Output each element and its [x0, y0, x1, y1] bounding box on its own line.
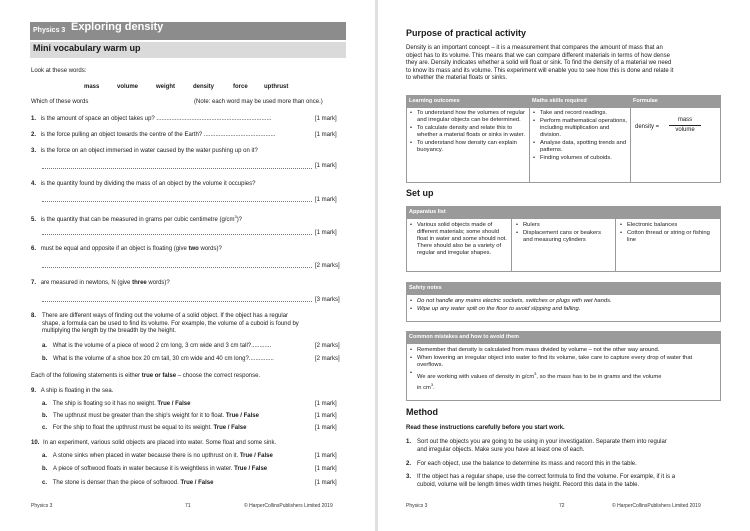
mark-label: [1 mark] [315, 197, 337, 203]
question-number: 3. [31, 148, 37, 154]
intro-text: Look at these words: [31, 68, 87, 74]
apparatus-header [406, 206, 721, 218]
note-text: (Note: each word may be used more than once.) [194, 99, 323, 105]
method-step-3 [406, 474, 726, 489]
header-subject: Physics 3 [33, 27, 66, 34]
formula-denominator: volume [675, 127, 695, 133]
question-number: 5. [31, 217, 37, 223]
question-text: shape, a formula can be used to find its volume. For example, the volume of a cuboid is found by [42, 320, 299, 327]
list-item: • Rulers [523, 222, 612, 229]
sub-letter: a. [42, 453, 48, 459]
paragraph-line: object has to its volume. This means that we can compare different materials in terms of how dense [406, 52, 670, 59]
word-item: volume [117, 84, 139, 90]
mark-label: [1 mark] [315, 453, 337, 459]
answer-line[interactable] [42, 195, 312, 202]
statement-text: The ship is floating so it has no weight. [52, 401, 158, 407]
step-text: and irregular objects. Make sure you have at least one of each. [417, 446, 585, 453]
question-8-body [42, 313, 347, 336]
word-item: force [233, 84, 248, 90]
superscript: 3 [534, 371, 537, 376]
mark-label: [1 mark] [315, 413, 337, 419]
answer-line[interactable] [42, 261, 312, 268]
question-number: 6. [31, 246, 37, 252]
question-4 [31, 181, 255, 189]
answer-line[interactable] [42, 295, 312, 302]
question-9 [31, 388, 113, 396]
list-item: • Remember that density is calculated from mass divided by volume – not the other way around. [417, 347, 713, 354]
question-text: is the quantity that can be measured in grams per cubic centimetre (g/cm [40, 217, 235, 223]
section-title: Mini vocabulary warm up [33, 43, 141, 53]
paragraph-line: Density is an important concept – it is a measurement that compares the amount of mass that an [406, 45, 663, 51]
safety-list [408, 298, 713, 314]
sub-letter: b. [42, 356, 48, 362]
statement-text: A stone sinks when placed in water because there is no upthrust on it. [52, 453, 240, 459]
answer-line[interactable] [42, 162, 312, 169]
footer-subject: Physics 3 [31, 503, 53, 509]
statement-text: A piece of softwood floats in water because it is weightless in water. [53, 466, 235, 472]
question-text: A ship is floating in the sea. [40, 388, 114, 394]
list-item-text: . [433, 384, 435, 391]
sub-letter: c. [42, 425, 48, 431]
list-item: • Various solid objects made of different materials; some should float in water and some should not. There should also be a variety of regular and irregular shapes. [417, 222, 508, 257]
question-text-end: words)? [146, 280, 170, 286]
apparatus-col-3 [618, 222, 716, 245]
question-9a [42, 401, 190, 409]
maths-skills-list [531, 110, 627, 163]
true-false-choice[interactable]: True / False [180, 480, 214, 486]
footer-copyright: © HarperCollinsPublishers Limited 2019 [612, 503, 701, 509]
question-text: In an experiment, various solid objects are placed into water. Some float and some sink. [43, 440, 277, 446]
question-9c [42, 425, 246, 433]
mark-label: [1 mark] [315, 230, 337, 236]
list-item-text: We are working with values of density in g/cm [417, 373, 535, 380]
superscript: 3 [430, 381, 434, 387]
question-number: 2. [31, 132, 37, 138]
setup-title: Set up [406, 188, 434, 198]
mistakes-header [406, 331, 721, 343]
fraction-bar [669, 125, 701, 126]
question-8 [31, 313, 36, 321]
paragraph-line: to whether the material floats or sinks. [406, 75, 508, 82]
page-title: Exploring density [71, 21, 164, 33]
question-text: There are different ways of finding out the volume of a solid object. If the object has a regular [42, 313, 289, 319]
list-item-text: in cm [417, 384, 431, 391]
question-number: 7. [31, 280, 37, 286]
question-text-end: words)? [198, 246, 222, 252]
method-title: Method [406, 407, 438, 417]
instructions-emphasis: true or false [141, 373, 177, 379]
column-header: Formulae [633, 98, 658, 104]
list-item: • Do not handle any mains electric sockets, switches or plugs with wet hands. [417, 298, 713, 305]
sub-question-text: What is the volume of a piece of wood 2 cm long, 3 cm wide and 3 cm tall?............ [52, 343, 272, 349]
step-number: 1. [406, 439, 412, 445]
question-emphasis: three [132, 280, 147, 286]
question-8a [42, 343, 271, 351]
formula-numerator: mass [677, 117, 693, 123]
list-item: • When lowering an irregular object into water to find its volume, take care to capture every drop of water that overflows. [417, 355, 713, 369]
question-5 [31, 213, 242, 225]
mark-label: [1 mark] [315, 401, 337, 407]
column-divider [630, 95, 631, 182]
right-page [378, 0, 750, 531]
question-text-end: )? [236, 217, 243, 223]
mark-label: [2 marks] [315, 263, 340, 269]
step-text: Sort out the objects you are going to be using in your investigation. Separate them into regular [417, 439, 667, 445]
sub-letter: b. [42, 413, 48, 419]
question-text: is the force pulling an object towards the centre of the Earth? ........................................... [40, 132, 276, 138]
question-text: multiplying the length by the breadth by the height. [42, 328, 177, 335]
paragraph-line: they are. Density indicates whether a solid will float or sink. To find the density of a material we need [406, 60, 672, 67]
footer-copyright: © HarperCollinsPublishers Limited 2019 [244, 503, 333, 509]
sub-letter: a. [42, 343, 48, 349]
method-step-1 [406, 439, 726, 454]
list-item-text: , so the mass has to be in grams and the volume [536, 373, 662, 380]
question-7 [31, 280, 170, 288]
question-number: 9. [31, 388, 37, 394]
column-header: Learning outcomes [409, 98, 460, 104]
word-bank [0, 84, 375, 92]
which-words-text: Which of these words [31, 99, 89, 105]
apparatus-col-1 [408, 222, 508, 258]
mark-label: [1 mark] [315, 132, 337, 138]
true-false-choice[interactable]: True / False [234, 466, 268, 472]
sub-letter: b. [42, 466, 48, 472]
question-text: is the force on an object immersed in water caused by the water pushing up on it? [40, 148, 258, 154]
question-8b [42, 356, 274, 364]
mark-label: [2 marks] [315, 343, 340, 349]
mark-label: [2 marks] [315, 356, 340, 362]
list-item: • To calculate density and relate this to whether a material floats or sinks in water. [417, 125, 526, 139]
paragraph-line: to know its mass and its volume. This experiment will enable you to see how this is done and relate it [406, 67, 674, 74]
mark-label: [1 mark] [315, 425, 337, 431]
box-header-text: Safety notes [409, 285, 442, 291]
question-text: are measured in newtons, N (give [40, 280, 133, 286]
list-item: • Take and record readings. [540, 110, 627, 117]
question-text: must be equal and opposite if an object is floating (give [40, 246, 189, 252]
method-step-2 [406, 461, 726, 469]
instructions-text-end: – choose the correct response. [176, 373, 261, 379]
question-6 [31, 246, 222, 254]
true-false-choice[interactable]: True / False [157, 401, 191, 407]
question-text: is the amount of space an object takes up? ..................................................................... [40, 116, 272, 122]
word-item: density [193, 84, 215, 90]
true-false-choice[interactable]: True / False [239, 453, 273, 459]
mark-label: [1 mark] [315, 480, 337, 486]
box-header-text: Apparatus list [409, 209, 446, 215]
column-divider [511, 218, 512, 271]
column-header: Maths skills required [532, 98, 587, 104]
question-emphasis: two [188, 246, 199, 252]
list-item: • Finding volumes of cuboids. [540, 155, 627, 162]
word-item: mass [84, 84, 100, 90]
statement-text: For the ship to float the upthrust must be equal to its weight. [52, 425, 214, 431]
footer-subject: Physics 3 [406, 503, 428, 509]
mark-label: [3 marks] [315, 297, 340, 303]
question-number: 8. [31, 313, 37, 319]
list-item [417, 370, 713, 392]
step-number: 2. [406, 461, 412, 467]
mark-label: [1 mark] [315, 163, 337, 169]
word-item: weight [156, 84, 175, 90]
box-header-text: Common mistakes and how to avoid them [409, 334, 520, 340]
page-number: 71 [185, 503, 191, 509]
question-number: 4. [31, 181, 37, 187]
question-10c [42, 480, 213, 488]
word-item: upthrust [264, 84, 289, 90]
step-text: If the object has a regular shape, use the correct formula to find the volume. For example, if it is a [417, 474, 676, 480]
page-number: 72 [559, 503, 565, 509]
learning-outcomes-list [408, 110, 526, 155]
sub-letter: a. [42, 401, 48, 407]
purpose-text [406, 45, 728, 83]
column-divider [529, 95, 530, 182]
sub-letter: c. [42, 480, 48, 486]
statement-text: The upthrust must be greater than the ship's weight for it to float. [53, 413, 226, 419]
question-10a [42, 453, 273, 461]
section-header [30, 42, 346, 58]
safety-header [406, 282, 721, 294]
purpose-title: Purpose of practical activity [406, 28, 527, 38]
true-false-choice[interactable]: True / False [225, 413, 259, 419]
list-item: • Analyse data, spotting trends and patterns. [540, 140, 627, 154]
list-item: • To understand how density can explain buoyancy. [417, 140, 526, 154]
list-item: • Displacement cans or beakers and measuring cylinders [523, 230, 612, 244]
list-item: • Electronic balances [627, 222, 716, 229]
mistakes-list [408, 347, 713, 393]
step-number: 3. [406, 474, 412, 480]
sub-question-text: What is the volume of a shoe box 20 cm tall, 30 cm wide and 40 cm long?............... [53, 356, 274, 362]
true-false-instructions [31, 373, 260, 381]
list-item: • Cotton thread or string or fishing line [627, 230, 716, 244]
column-divider [615, 218, 616, 271]
apparatus-col-2 [514, 222, 612, 245]
instructions-text: Each of the following statements is either [31, 373, 142, 379]
list-item: • To understand how the volumes of regular and irregular objects can be determined. [417, 110, 526, 124]
answer-line[interactable] [42, 228, 312, 235]
method-intro: Read these instructions carefully before you start work. [406, 425, 565, 431]
step-text: cuboid, volume will be length times width times height. Record this data in the table. [417, 481, 640, 488]
question-3 [31, 148, 258, 156]
question-text: is the quantity found by dividing the mass of an object by the volume it occupies? [40, 181, 256, 187]
question-number: 1. [31, 116, 37, 122]
mark-label: [1 mark] [315, 116, 337, 122]
question-10b [42, 466, 267, 474]
question-9b [42, 413, 259, 421]
mark-label: [1 mark] [315, 466, 337, 472]
step-text: For each object, use the balance to determine its mass and record this in the table. [417, 461, 637, 467]
list-item: • Wipe up any water spilt on the floor to avoid slipping and falling. [417, 306, 713, 313]
superscript: 3 [234, 214, 237, 219]
statement-text: The stone is denser than the piece of softwood. [52, 480, 181, 486]
formula-label: density = [635, 124, 660, 130]
question-10 [31, 440, 276, 448]
true-false-choice[interactable]: True / False [213, 425, 247, 431]
outcomes-table-header [406, 95, 721, 107]
list-item: • Perform mathematical operations, including multiplication and division. [540, 118, 627, 139]
question-1 [31, 116, 271, 124]
question-2 [31, 132, 275, 140]
question-number: 10. [31, 440, 40, 446]
page-header [30, 22, 346, 40]
